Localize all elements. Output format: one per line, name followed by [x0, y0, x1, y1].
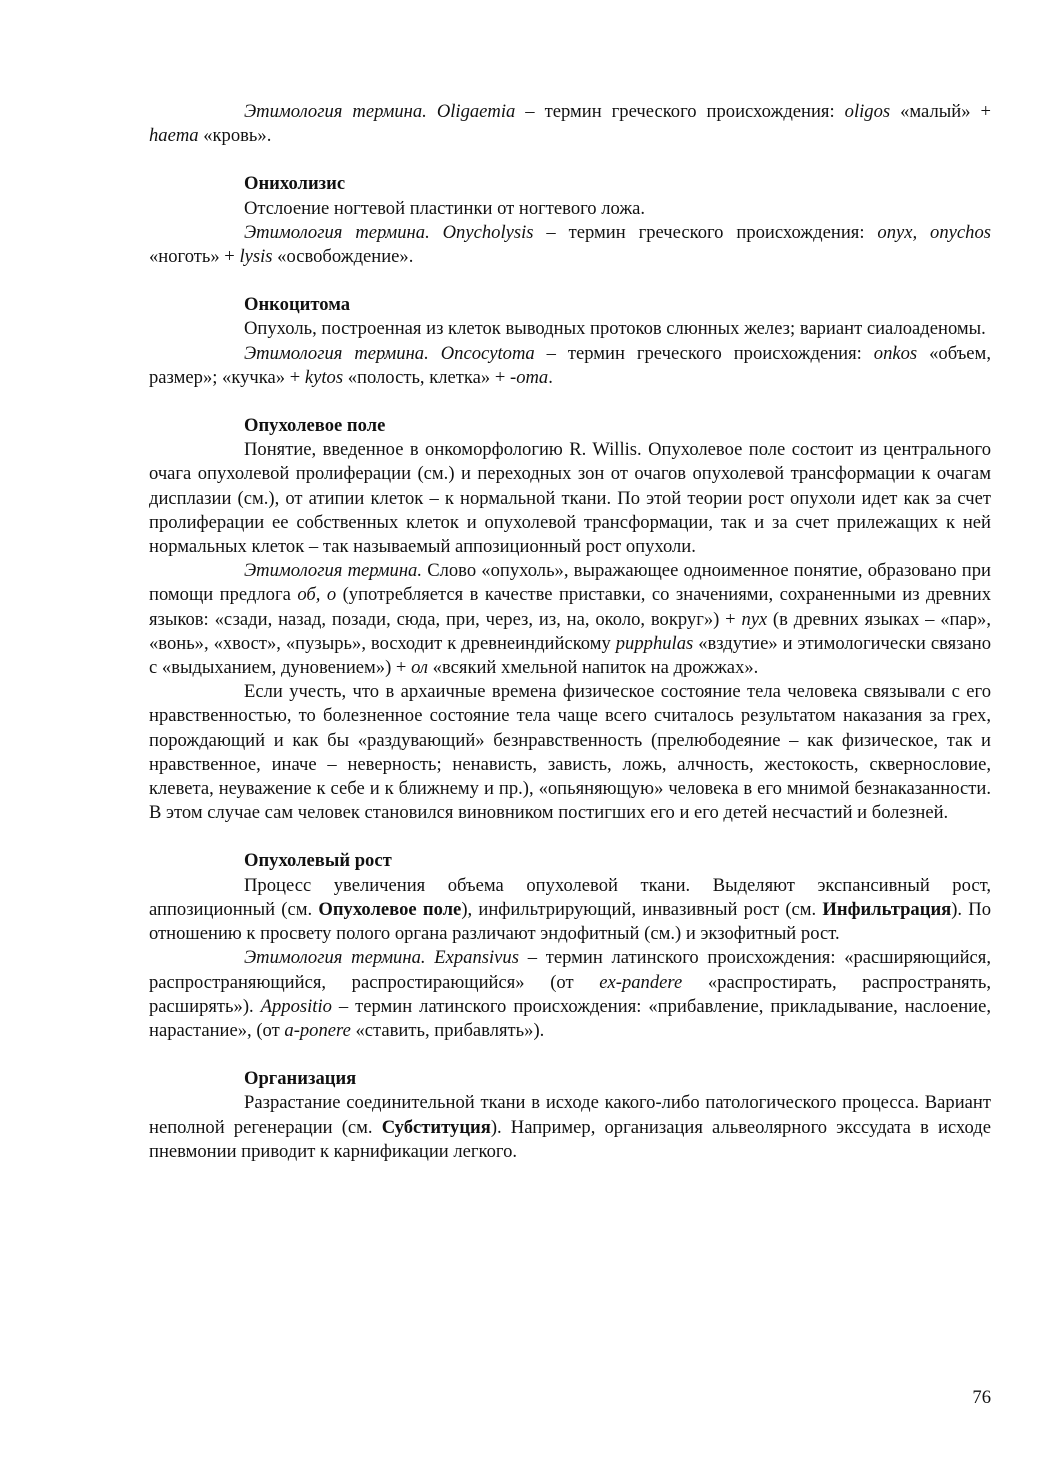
entry-heading: Организация	[244, 1068, 357, 1090]
entry-onycholysis	[149, 172, 991, 269]
etymology-label: Этимология термина.	[244, 342, 429, 364]
entry-organization	[149, 1067, 991, 1164]
etymology-label: Этимология термина.	[244, 101, 427, 122]
definition-paragraph: Процесс увеличения объема опухолевой ткани. Выделяют экспансивный рост, аппозиционный (см. Опухолевое поле), инфильтрирующий, инвазивный рост (см. Инфильтрация). По отношению к просвету полого органа различают эндофитный (см.) и экзофитный рост.	[149, 874, 992, 945]
page-number: 76	[972, 1387, 991, 1408]
document-page	[149, 100, 991, 1164]
term-latin: Onycholysis	[442, 221, 534, 243]
etymology-paragraph: Этимология термина. Expansivus – термин латинского происхождения: «расширяющийся, распространяющийся, распростирающийся» (от ex-pandere «распростирать, распространять, расширять»). Appositio – термин латинского происхождения: «прибавление, прикладывание, наслоение, нарастание», (от a-ponere «ставить, прибавлять»).	[149, 947, 992, 1041]
etymology-label: Этимология термина.	[244, 560, 422, 582]
entry-heading: Опухолевый рост	[244, 850, 392, 872]
entry-heading: Онихолизис	[244, 173, 346, 195]
etymology-paragraph: Этимология термина. Oncocytoma – термин греческого происхождения: onkos «объем, размер»; «кучка» + kytos «полость, клетка» + -oma.	[149, 342, 991, 388]
definition-paragraph: Отслоение ногтевой пластинки от ногтевого ложа.	[244, 197, 646, 219]
etymology-label: Этимология термина.	[244, 947, 426, 969]
etymology-label: Этимология термина.	[244, 221, 430, 243]
term-latin: Oncocytoma	[440, 342, 535, 364]
definition-paragraph: Разрастание соединительной ткани в исходе какого-либо патологического процесса. Вариант неполной регенерации (см. Субституция). Например, организация альвеолярного экссудата в исходе пневмонии приводит к карнификации легкого.	[149, 1092, 991, 1162]
etymology-paragraph: Этимология термина. Oligaemia – термин греческого происхождения: oligos «малый» + haema «кровь».	[149, 101, 991, 147]
commentary-paragraph: Если учесть, что в архаичные времена физическое состояние тела человека связывали с его нравственностью, то болезненное состояние тела чаще всего считалось результатом наказания за грех, порождающий и как бы «раздувающий» безнравственность (прелюбодеяние – как физическое, так и нравственное, иначе – неверность; ненависть, зависть, ложь, алчность, жестокость, сквернословие, клевета, неуважение к себе и к ближнему и пр.), «опьяняющую» человека в его мнимой безнаказанности. В этом случае сам человек становился виновником постигших его и его детей несчастий и болезней.	[149, 681, 991, 824]
cross-reference: Инфильтрация	[822, 898, 952, 920]
entry-oncocytoma	[149, 293, 991, 390]
entry-tumor-field	[149, 414, 991, 825]
definition-paragraph: Опухоль, построенная из клеток выводных протоков слюнных желез; вариант сиалоаденомы.	[244, 318, 986, 340]
etymology-paragraph: Этимология термина. Слово «опухоль», выражающее одноименное понятие, образовано при помощи предлога об, о (употребляется в качестве приставки, со значениями, сохраненными из древних языков: «сзади, назад, позади, сюда, при, через, из, на, около, вокруг») + пух (в древних языках – «пар», «вонь», «хвост», «пузырь», восходит к древнеиндийскому pupphulas «вздутие» и этимологически связано с «выдыханием, дуновением») + ол «всякий хмельной напиток на дрожжах».	[149, 560, 992, 679]
cross-reference: Субституция	[381, 1116, 491, 1138]
entry-oligaemia	[149, 100, 991, 148]
definition-paragraph: Понятие, введенное в онкоморфологию R. Willis. Опухолевое поле состоит из центрального очага опухолевой пролиферации (см.) и переходных зон от очагов опухолевой трансформации к очагам дисплазии (см.), от атипии клеток – к нормальной ткани. По этой теории рост опухоли идет как за счет пролиферации ее собственных клеток и опухолевой трансформации, так и за счет прилежащих к ней нормальных клеток – так называемый аппозиционный рост опухоли.	[149, 439, 991, 558]
entry-heading: Опухолевое поле	[244, 415, 386, 437]
entry-tumor-growth	[149, 849, 991, 1043]
entry-heading: Онкоцитома	[244, 294, 351, 316]
etymology-paragraph: Этимология термина. Onycholysis – термин греческого происхождения: onyx, onychos «ноготь» + lysis «освобождение».	[149, 221, 991, 268]
cross-reference: Опухолевое поле	[318, 898, 462, 920]
term-latin: Expansivus	[434, 947, 519, 969]
term-latin: Oligaemia	[436, 101, 516, 122]
